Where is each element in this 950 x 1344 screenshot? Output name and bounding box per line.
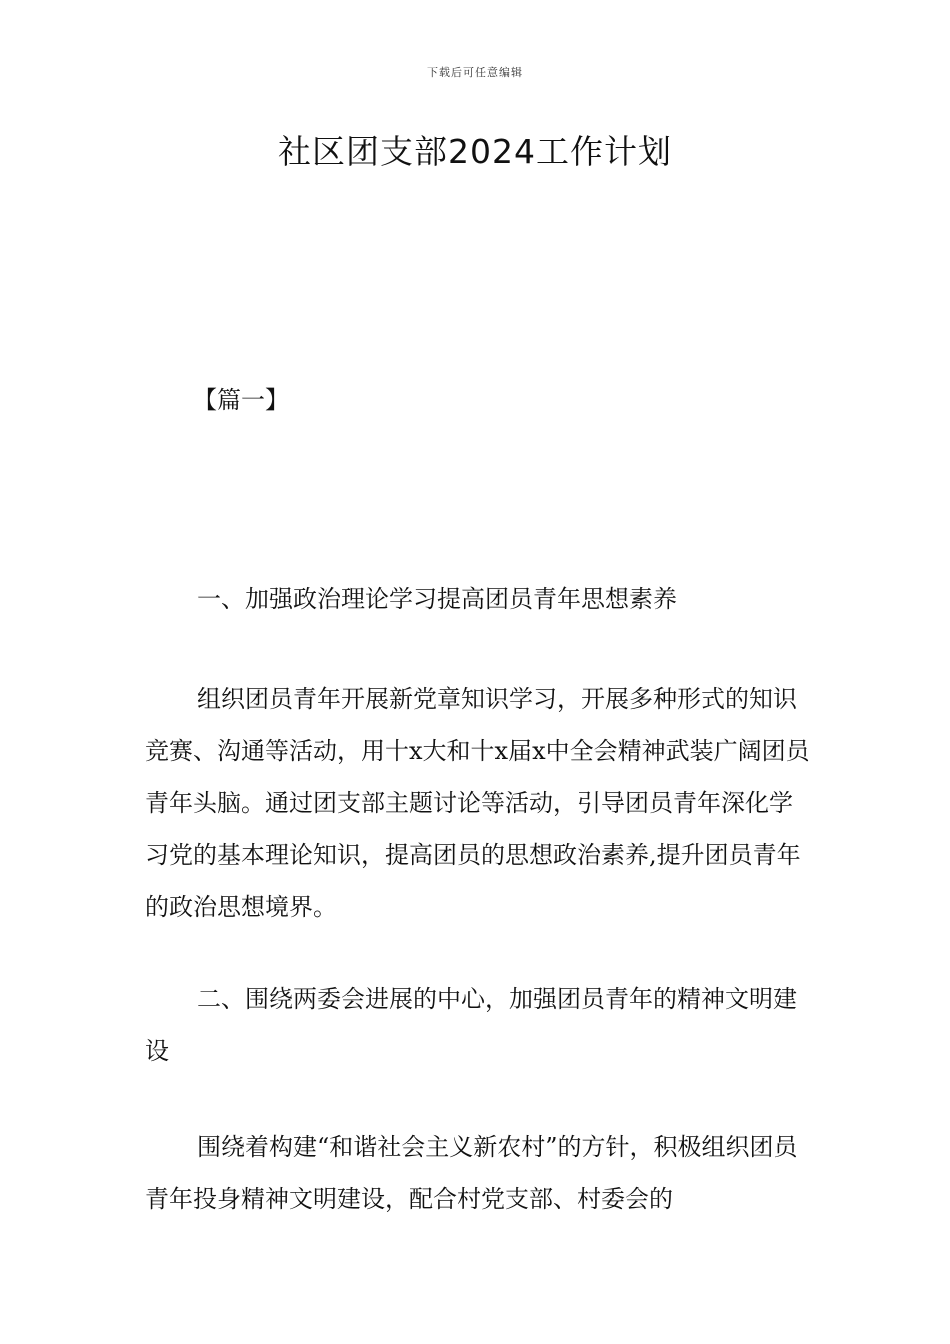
page-header-note: 下载后可任意编辑	[427, 66, 523, 79]
section-heading-2: 二、围绕两委会进展的中心，加强团员青年的精神文明建设	[145, 985, 797, 1065]
paragraph-2: 围绕着构建“和谐社会主义新农村”的方针，积极组织团员青年投身精神文明建设，配合村党支部、村委会的	[145, 1133, 798, 1213]
section-tag: 【篇一】	[193, 386, 289, 414]
document-title: 社区团支部2024工作计划	[278, 132, 672, 171]
paragraph-1: 组织团员青年开展新党章知识学习，开展多种形式的知识竞赛、沟通等活动，用十x大和十x届x中全会精神武装广阔团员青年头脑。通过团支部主题讨论等活动，引导团员青年深化学习党的基本理论知识，提高团员的思想政治素养,提升团员青年的政治思想境界。	[145, 685, 810, 921]
section-heading-1: 一、加强政治理论学习提高团员青年思想素养	[197, 585, 677, 613]
